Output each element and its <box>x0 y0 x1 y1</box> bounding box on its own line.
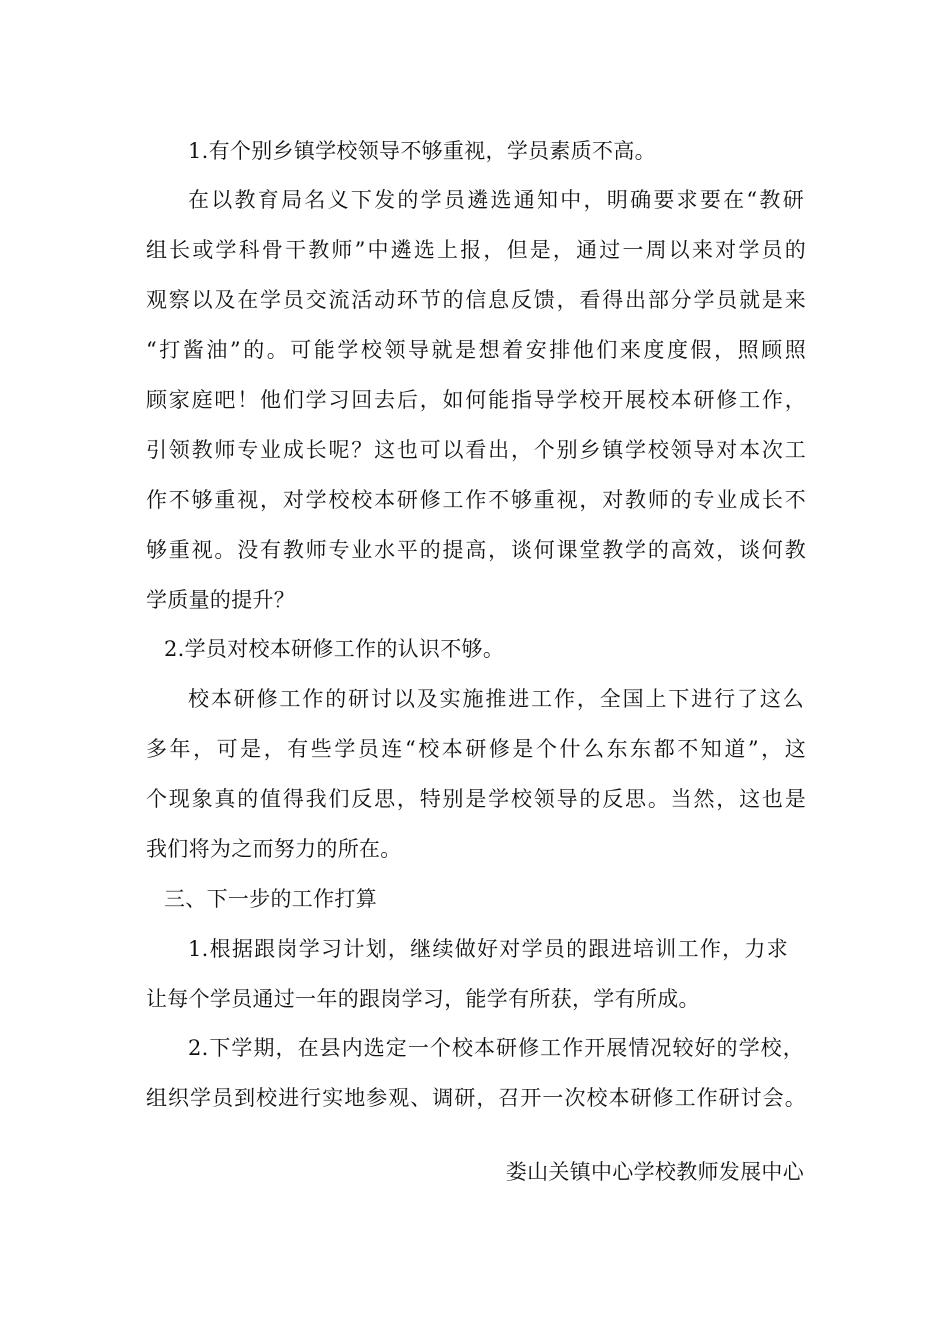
item1-body-line-6: 引领教师专业成长呢？这也可以看出，个别乡镇学校领导对本次工 <box>146 438 806 462</box>
item1-body-line-3: 观察以及在学员交流活动环节的信息反馈，看得出部分学员就是来 <box>146 288 806 312</box>
plan2-line-2: 组织学员到校进行实地参观、调研，召开一次校本研修工作研讨会。 <box>146 1086 806 1110</box>
section3-heading: 三、下一步的工作打算 <box>164 887 377 911</box>
item2-heading: 2.学员对校本研修工作的认识不够。 <box>164 637 505 661</box>
item1-body-line-9: 学质量的提升？ <box>146 588 296 612</box>
item2-body-line-2: 多年，可是，有些学员连“校本研修是个什么东东都不知道”，这 <box>146 737 806 761</box>
signature: 娄山关镇中心学校教师发展中心 <box>505 1160 804 1184</box>
plan1-line-1: 1.根据跟岗学习计划，继续做好对学员的跟进培训工作，力求 <box>188 937 788 961</box>
plan1-line-2: 让每个学员通过一年的跟岗学习，能学有所获，学有所成。 <box>146 987 700 1011</box>
item1-body-line-8: 够重视。没有教师专业水平的提高，谈何课堂教学的高效，谈何教 <box>146 538 806 562</box>
item1-body-line-4: “打酱油”的。可能学校领导就是想着安排他们来度度假，照顾照 <box>146 338 806 362</box>
item2-body-line-1: 校本研修工作的研讨以及实施推进工作，全国上下进行了这么 <box>188 687 804 711</box>
item2-body-line-4: 我们将为之而努力的所在。 <box>146 837 402 861</box>
item1-heading: 1.有个别乡镇学校领导不够重视，学员素质不高。 <box>188 139 656 163</box>
item2-body-line-3: 个现象真的值得我们反思，特别是学校领导的反思。当然，这也是 <box>146 787 806 811</box>
item1-body-line-7: 作不够重视，对学校校本研修工作不够重视，对教师的专业成长不 <box>146 488 806 512</box>
plan2-line-1: 2.下学期，在县内选定一个校本研修工作开展情况较好的学校， <box>188 1036 804 1060</box>
item1-body-line-1: 在以教育局名义下发的学员遴选通知中，明确要求要在“教研 <box>188 188 804 212</box>
item1-body-line-5: 顾家庭吧！他们学习回去后，如何能指导学校开展校本研修工作， <box>146 388 806 412</box>
item1-body-line-2: 组长或学科骨干教师”中遴选上报，但是，通过一周以来对学员的 <box>146 238 806 262</box>
